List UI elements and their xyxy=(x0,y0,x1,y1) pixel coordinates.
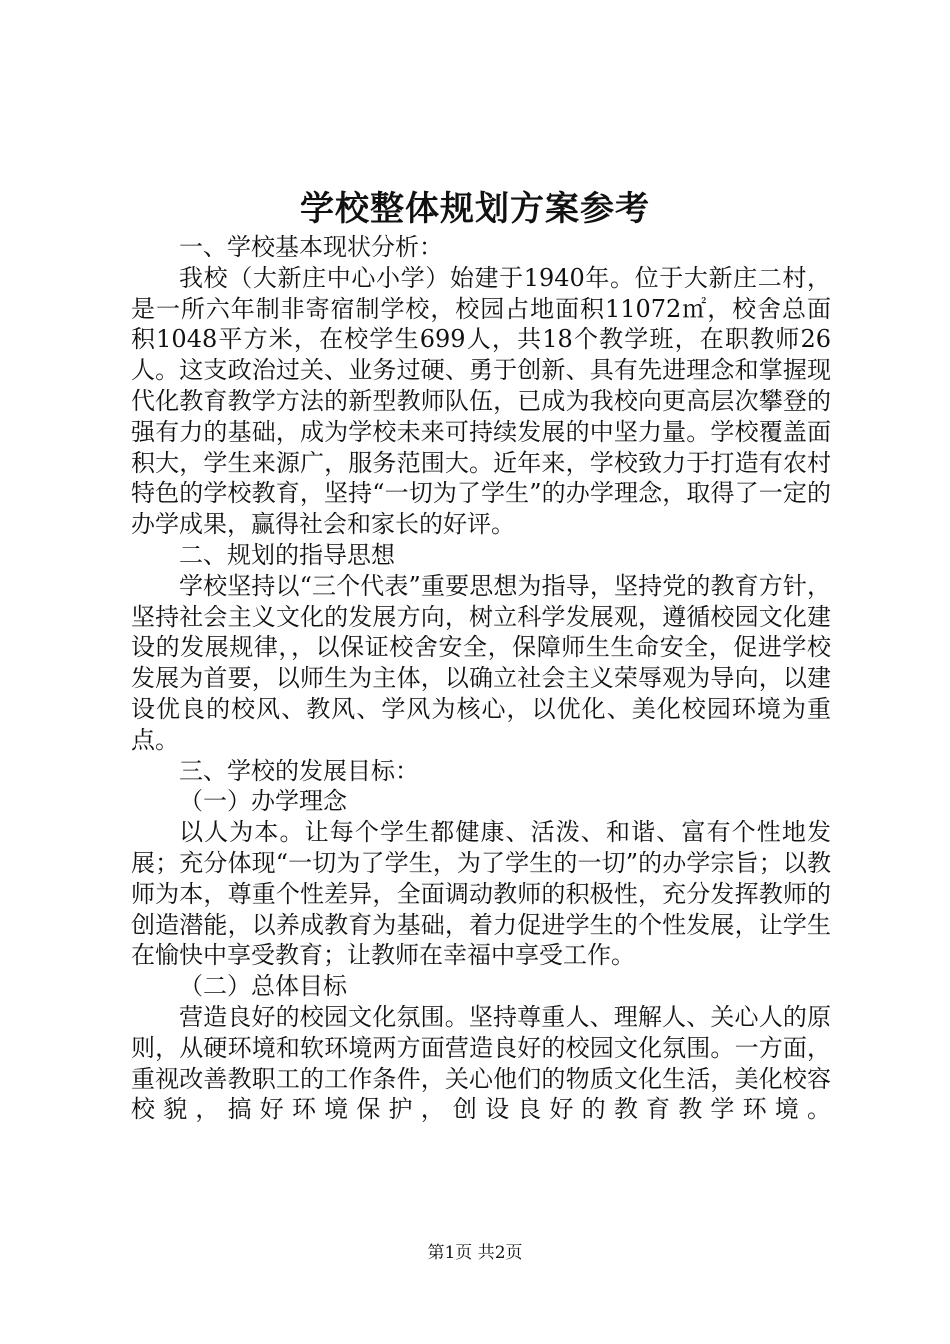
section-heading: 三、学校的发展目标： xyxy=(179,756,419,785)
page-number-footer: 第1页 共2页 xyxy=(427,1243,523,1263)
document-body xyxy=(131,232,831,1125)
section-heading: 二、规划的指导思想 xyxy=(179,540,395,569)
section-heading: 一、学校基本现状分析： xyxy=(179,233,443,261)
subsection-heading: （一）办学理念 xyxy=(179,787,347,816)
page-title: 学校整体规划方案参考 xyxy=(300,189,650,229)
body-paragraph: 以人为本。让每个学生都健康、活泼、和谐、富有个性地发展；充分体现“一切为了学生，为了学生的一切”的办学宗旨；以教师为本，尊重个性差异，全面调动教师的积极性，充分发挥教师的创造潜能，以养成教育为基础，着力促进学生的个性发展，让学生在愉快中享受教育；让教师在幸福中享受工作。 xyxy=(131,818,831,970)
body-paragraph: 学校坚持以“三个代表”重要思想为指导，坚持党的教育方针，坚持社会主义文化的发展方向，树立科学发展观，遵循校园文化建设的发展规律，，以保证校舍安全，保障师生生命安全，促进学校发展为首要，以师生为主体，以确立社会主义荣辱观为导向，以建设优良的校风、教风、学风为核心，以优化、美化校园环境为重点。 xyxy=(131,571,831,754)
body-paragraph: 我校（大新庄中心小学）始建于1940年。位于大新庄二村，是一所六年制非寄宿制学校，校园占地面积11072㎡，校舍总面积1048平方米，在校学生699人，共18个教学班，在职教师26人。这支政治过关、业务过硬、勇于创新、具有先进理念和掌握现代化教育教学方法的新型教师队伍，已成为我校向更高层次攀登的强有力的基础，成为学校未来可持续发展的中坚力量。学校覆盖面积大，学生来源广，服务范围大。近年来，学校致力于打造有农村特色的学校教育，坚持“一切为了学生”的办学理念，取得了一定的办学成果，赢得社会和家长的好评。 xyxy=(131,263,831,539)
body-paragraph: 营造良好的校园文化氛围。坚持尊重人、理解人、关心人的原则，从硬环境和软环境两方面营造良好的校园文化氛围。一方面，重视改善教职工的工作条件，关心他们的物质文化生活，美化校容校貌，搞好环境保护，创设良好的教育教学环境。 xyxy=(131,1002,831,1124)
subsection-heading: （二）总体目标 xyxy=(179,972,347,1001)
